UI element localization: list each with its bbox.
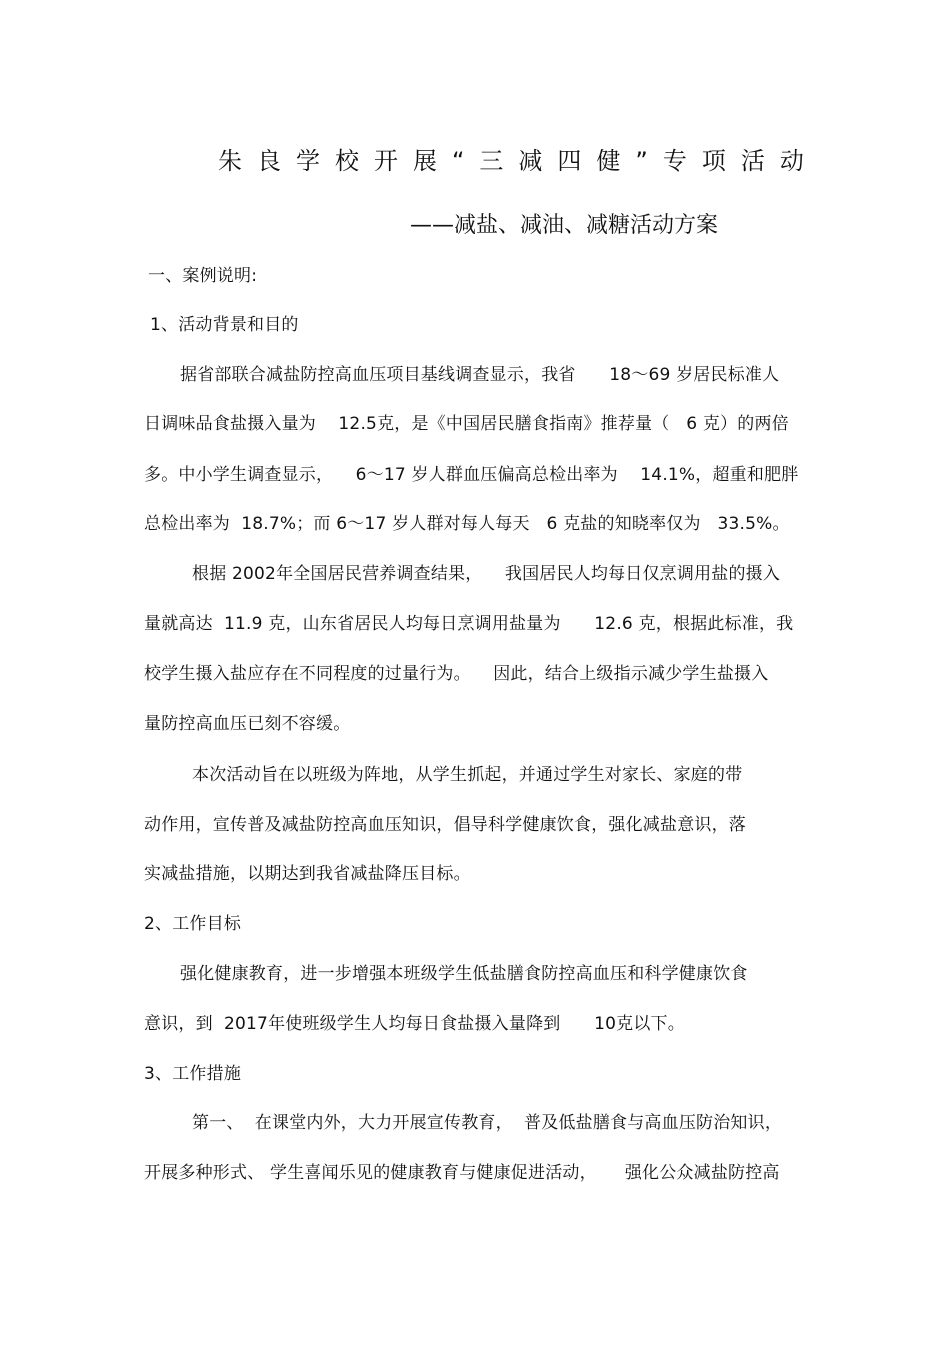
heading-background-purpose: 1、活动背景和目的 (150, 315, 299, 335)
paragraph-line: 量防控高血压已刻不容缓。 (144, 714, 351, 734)
paragraph-line: 意识，到 2017年使班级学生人均每日食盐摄入量降到 10克以下。 (144, 1014, 685, 1034)
document-subtitle: ——减盐、减油、减糖活动方案 (410, 213, 719, 238)
paragraph-line: 总检出率为 18.7%；而 6～17 岁人群对每人每天 6 克盐的知晓率仅为 33.5%。 (144, 514, 790, 534)
paragraph-line: 日调味品食盐摄入量为 12.5克，是《中国居民膳食指南》推荐量（ 6 克）的两倍 (144, 414, 789, 434)
paragraph-line: 实减盐措施，以期达到我省减盐降压目标。 (144, 864, 471, 884)
document-title: 朱良学校开展“三减四健”专项活动 (218, 147, 819, 175)
paragraph-line: 根据 2002年全国居民营养调查结果， 我国居民人均每日仅烹调用盐的摄入 (192, 564, 781, 584)
paragraph-line: 开展多种形式、 学生喜闻乐见的健康教育与健康促进活动， 强化公众减盐防控高 (144, 1163, 780, 1183)
section-heading-case-description: 一、案例说明: (148, 266, 258, 286)
paragraph-line: 第一、 在课堂内外，大力开展宣传教育， 普及低盐膳食与高血压防治知识， (192, 1113, 783, 1133)
paragraph-line: 据省部联合减盐防控高血压项目基线调查显示，我省 18～69 岁居民标准人 (180, 365, 780, 385)
paragraph-line: 本次活动旨在以班级为阵地，从学生抓起，并通过学生对家长、家庭的带 (192, 765, 743, 785)
heading-work-goal: 2、工作目标 (144, 914, 242, 934)
paragraph-line: 量就高达 11.9 克，山东省居民人均每日烹调用盐量为 12.6 克，根据此标准，我 (144, 614, 794, 634)
heading-work-measures: 3、工作措施 (144, 1064, 242, 1084)
paragraph-line: 多。中小学生调查显示， 6～17 岁人群血压偏高总检出率为 14.1%，超重和肥胖 (144, 465, 799, 485)
paragraph-line: 校学生摄入盐应存在不同程度的过量行为。 因此，结合上级指示减少学生盐摄入 (144, 664, 769, 684)
paragraph-line: 动作用，宣传普及减盐防控高血压知识，倡导科学健康饮食，强化减盐意识，落 (144, 815, 746, 835)
paragraph-line: 强化健康教育，进一步增强本班级学生低盐膳食防控高血压和科学健康饮食 (180, 964, 748, 984)
